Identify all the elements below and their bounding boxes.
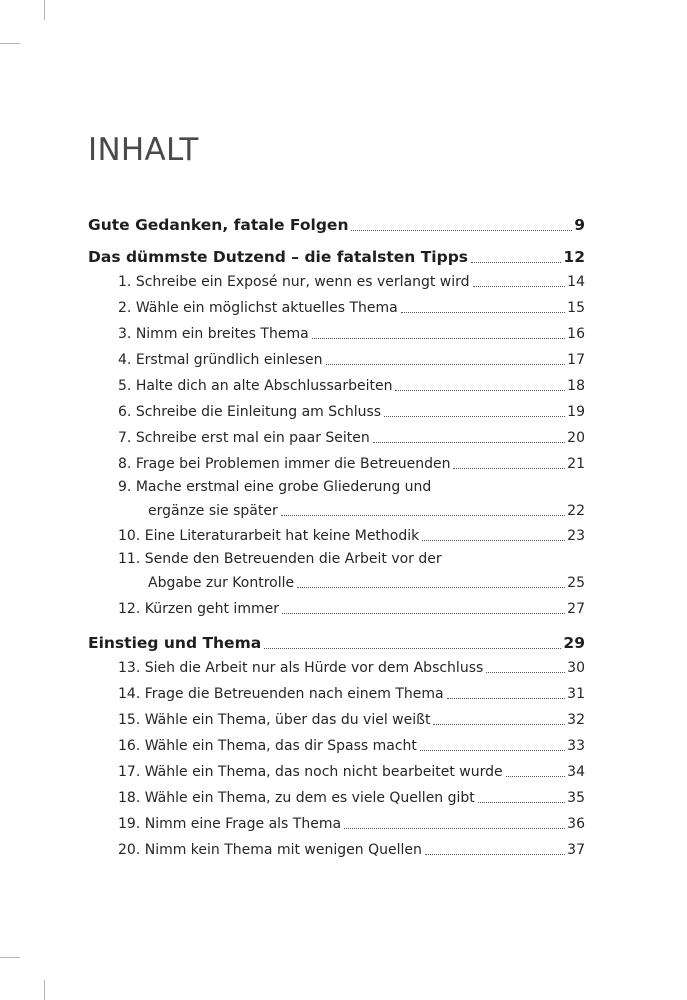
toc-item-number: 20. <box>118 842 141 858</box>
toc-item-label: Eine Literaturarbeit hat keine Methodik <box>144 528 420 544</box>
toc-section-label: Gute Gedanken, fatale Folgen <box>88 216 349 234</box>
toc-page-number: 19 <box>567 404 585 420</box>
toc-page-number: 9 <box>574 216 585 234</box>
toc-page-number: 23 <box>567 528 585 544</box>
dot-leader <box>297 587 565 588</box>
toc-item-4[interactable] <box>118 352 585 368</box>
toc-item-3[interactable] <box>118 326 585 342</box>
toc-page-number: 18 <box>567 378 585 394</box>
dot-leader <box>486 672 565 673</box>
dot-leader <box>281 515 565 516</box>
toc-item-label-continued: ergänze sie später <box>148 503 278 519</box>
toc-item-17[interactable] <box>118 764 585 780</box>
dot-leader <box>373 442 565 443</box>
toc-item-9-first-line[interactable] <box>118 479 431 495</box>
toc-item-2[interactable] <box>118 300 585 316</box>
toc-item-10[interactable] <box>118 528 585 544</box>
toc-section-1[interactable] <box>88 216 585 234</box>
toc-page-number: 35 <box>567 790 585 806</box>
toc-item-8[interactable] <box>118 456 585 472</box>
toc-item-label: Nimm kein Thema mit wenigen Quellen <box>144 842 422 858</box>
toc-item-label: Erstmal gründlich einlesen <box>135 352 323 368</box>
toc-item-20[interactable] <box>118 842 585 858</box>
toc-section-3[interactable] <box>88 634 585 652</box>
toc-page-number: 29 <box>563 634 585 652</box>
toc-page-number: 34 <box>567 764 585 780</box>
toc-page-number: 37 <box>567 842 585 858</box>
dot-leader <box>422 540 565 541</box>
toc-page-number: 30 <box>567 660 585 676</box>
toc-page-number: 14 <box>567 274 585 290</box>
toc-item-number: 4. <box>118 352 132 368</box>
toc-page-number: 20 <box>567 430 585 446</box>
toc-item-number: 13. <box>118 660 141 676</box>
toc-item-number: 19. <box>118 816 141 832</box>
toc-page-number: 25 <box>567 575 585 591</box>
toc-item-label-continued: Abgabe zur Kontrolle <box>148 575 295 591</box>
toc-item-number: 14. <box>118 686 141 702</box>
dot-leader <box>478 802 565 803</box>
dot-leader <box>471 262 561 263</box>
toc-item-label: Frage die Betreuenden nach einem Thema <box>144 686 444 702</box>
page-title: INHALT <box>88 132 199 168</box>
toc-page-number: 15 <box>567 300 585 316</box>
toc-item-number: 2. <box>118 300 132 316</box>
dot-leader <box>425 854 565 855</box>
toc-item-number: 1. <box>118 274 132 290</box>
toc-item-number: 10. <box>118 528 141 544</box>
toc-item-19[interactable] <box>118 816 585 832</box>
toc-item-number: 5. <box>118 378 132 394</box>
toc-item-label: Nimm eine Frage als Thema <box>144 816 342 832</box>
dot-leader <box>506 776 566 777</box>
dot-leader <box>420 750 565 751</box>
toc-item-number: 16. <box>118 738 141 754</box>
dot-leader <box>395 390 565 391</box>
toc-page-number: 36 <box>567 816 585 832</box>
toc-page-number: 16 <box>567 326 585 342</box>
toc-item-12[interactable] <box>118 601 585 617</box>
toc-item-14[interactable] <box>118 686 585 702</box>
toc-item-15[interactable] <box>118 712 585 728</box>
toc-item-label: Schreibe die Einleitung am Schluss <box>135 404 382 420</box>
dot-leader <box>473 286 566 287</box>
toc-item-label: Wähle ein Thema, das noch nicht bearbeitet wurde <box>144 764 503 780</box>
dot-leader <box>447 698 566 699</box>
toc-item-number: 9. <box>118 479 132 495</box>
toc-item-label: Wähle ein möglichst aktuelles Thema <box>135 300 398 316</box>
dot-leader <box>384 416 565 417</box>
toc-item-label: Frage bei Problemen immer die Betreuenden <box>135 456 451 472</box>
toc-item-label: Kürzen geht immer <box>144 601 279 617</box>
dot-leader <box>351 230 572 231</box>
dot-leader <box>344 828 565 829</box>
toc-item-18[interactable] <box>118 790 585 806</box>
toc-item-label: Wähle ein Thema, zu dem es viele Quellen gibt <box>144 790 475 806</box>
toc-section-label: Das dümmste Dutzend – die fatalsten Tipps <box>88 248 469 266</box>
dot-leader <box>401 312 565 313</box>
dot-leader <box>264 648 561 649</box>
toc-item-number: 8. <box>118 456 132 472</box>
toc-page-number: 21 <box>567 456 585 472</box>
toc-item-label: Nimm ein breites Thema <box>135 326 309 342</box>
toc-item-label: Sende den Betreuenden die Arbeit vor der <box>144 551 442 567</box>
toc-section-2[interactable] <box>88 248 585 266</box>
dot-leader <box>282 613 565 614</box>
toc-page-number: 33 <box>567 738 585 754</box>
toc-item-number: 3. <box>118 326 132 342</box>
toc-item-label: Wähle ein Thema, das dir Spass macht <box>144 738 417 754</box>
toc-item-5[interactable] <box>118 378 585 394</box>
toc-item-label: Halte dich an alte Abschlussarbeiten <box>135 378 393 394</box>
toc-page-number: 31 <box>567 686 585 702</box>
toc-page-number: 17 <box>567 352 585 368</box>
toc-item-11[interactable] <box>148 575 585 591</box>
toc-item-11-first-line[interactable] <box>118 551 442 567</box>
dot-leader <box>326 364 566 365</box>
toc-page-number: 32 <box>567 712 585 728</box>
toc-item-label: Wähle ein Thema, über das du viel weißt <box>144 712 431 728</box>
toc-item-number: 15. <box>118 712 141 728</box>
dot-leader <box>453 468 565 469</box>
toc-item-number: 11. <box>118 551 141 567</box>
toc-item-number: 18. <box>118 790 141 806</box>
toc-item-7[interactable] <box>118 430 585 446</box>
toc-item-label: Mache erstmal eine grobe Gliederung und <box>135 479 432 495</box>
toc-item-label: Schreibe ein Exposé nur, wenn es verlangt wird <box>135 274 470 290</box>
toc-item-6[interactable] <box>118 404 585 420</box>
toc-item-1[interactable] <box>118 274 585 290</box>
toc-item-label: Sieh die Arbeit nur als Hürde vor dem Abschluss <box>144 660 484 676</box>
toc-page-number: 22 <box>567 503 585 519</box>
toc-item-number: 6. <box>118 404 132 420</box>
dot-leader <box>433 724 565 725</box>
toc-item-16[interactable] <box>118 738 585 754</box>
dot-leader <box>312 338 566 339</box>
toc-item-label: Schreibe erst mal ein paar Seiten <box>135 430 370 446</box>
toc-item-number: 17. <box>118 764 141 780</box>
toc-item-13[interactable] <box>118 660 585 676</box>
toc-section-label: Einstieg und Thema <box>88 634 262 652</box>
toc-item-9[interactable] <box>148 503 585 519</box>
toc-item-number: 7. <box>118 430 132 446</box>
toc-item-number: 12. <box>118 601 141 617</box>
toc-page-number: 27 <box>567 601 585 617</box>
toc-page-number: 12 <box>563 248 585 266</box>
